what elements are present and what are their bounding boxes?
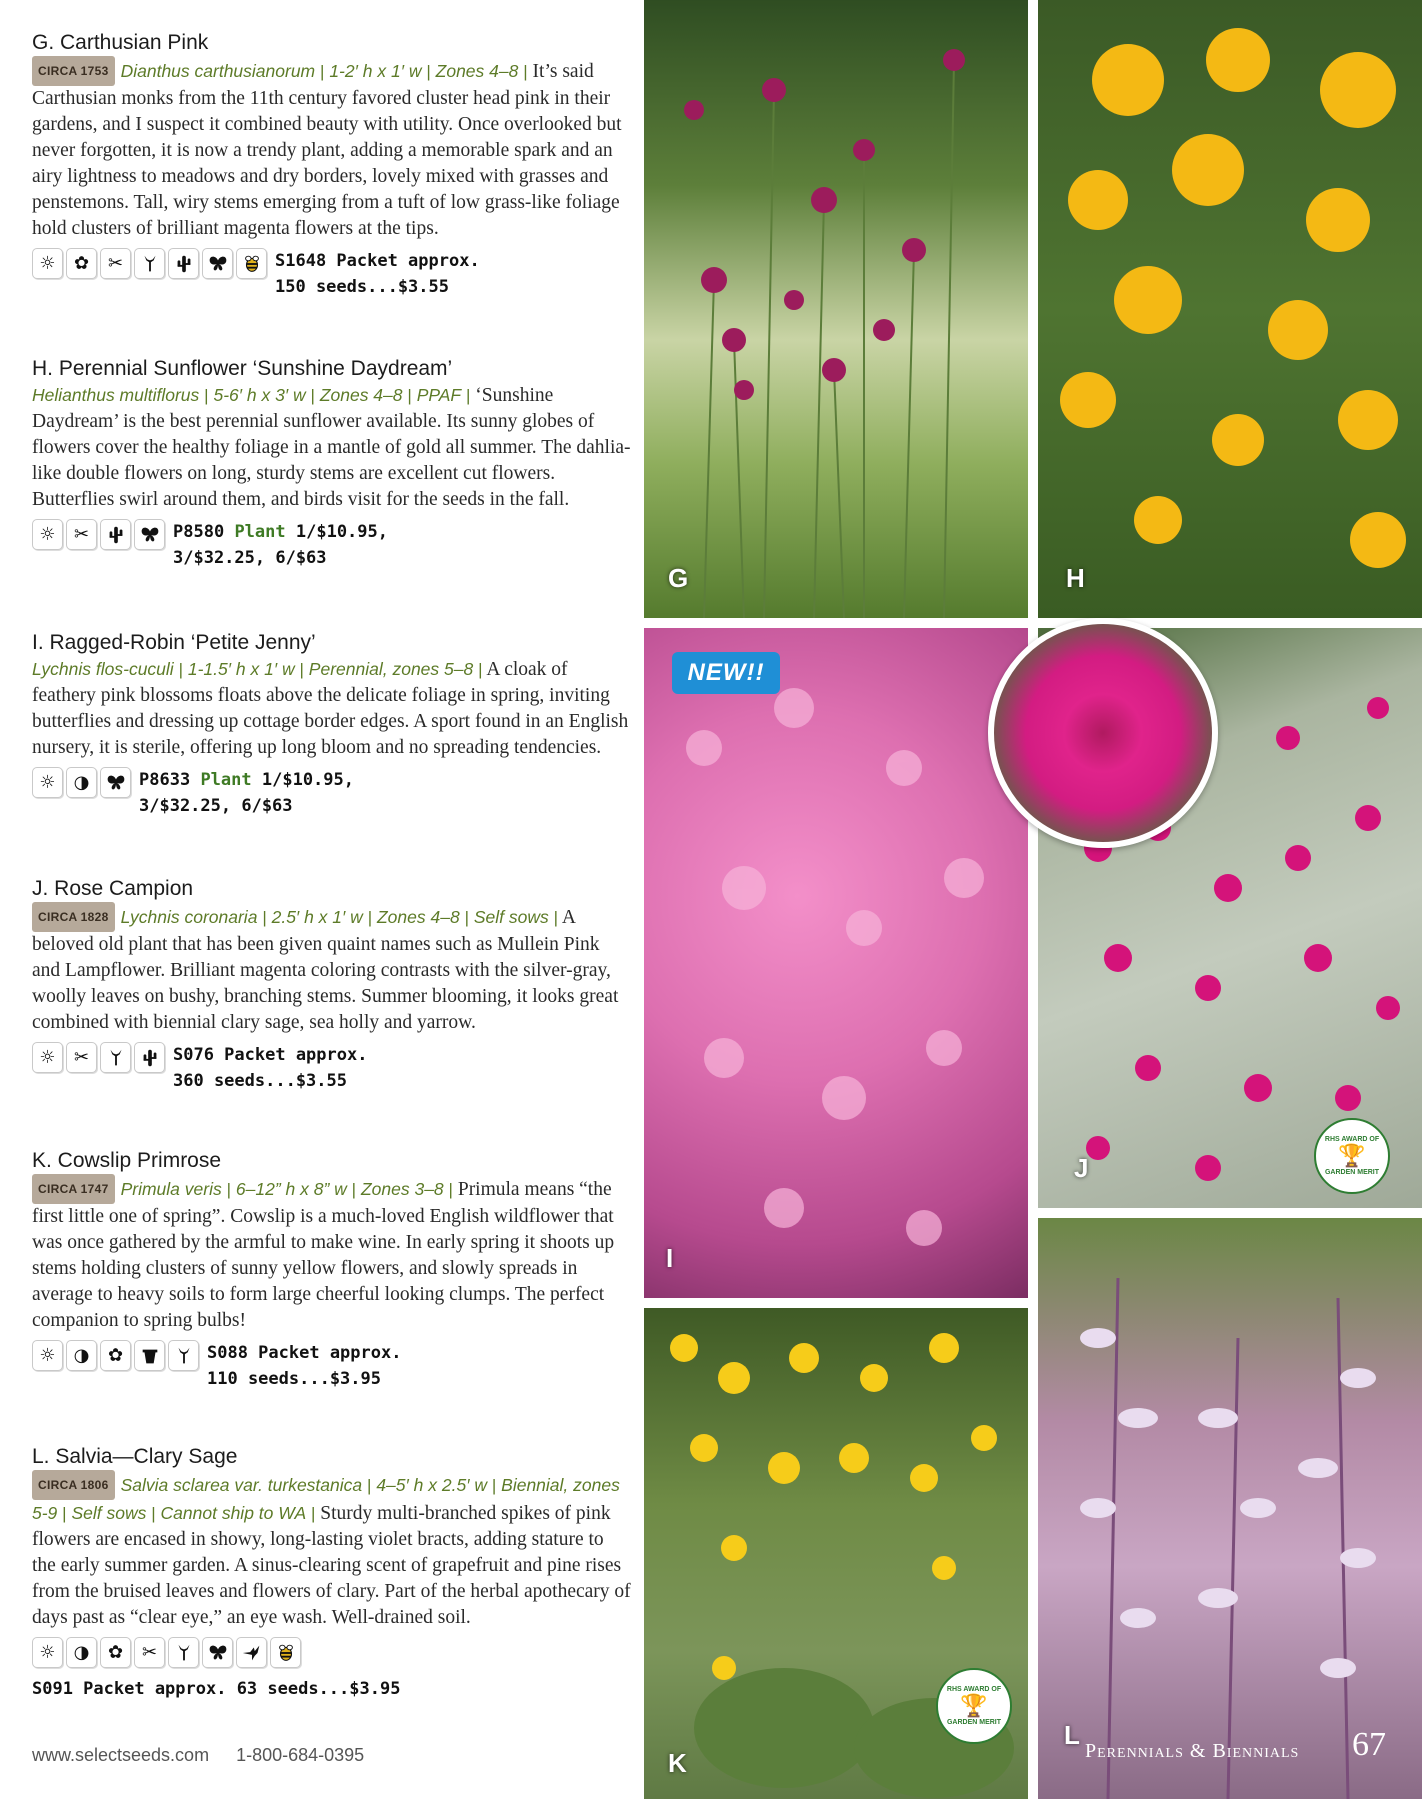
order-line: S088 Packet approx. — [207, 1343, 402, 1363]
scientific-name: Helianthus multiflorus — [32, 385, 200, 405]
photo-label: L — [1064, 1720, 1080, 1750]
entry-description: CIRCA 1828 Lychnis coronaria | 2.5′ h x 1′ w | Zones 4–8 | Self sows | A beloved old plant that has been given quaint names such as Mullein Pink and Lampflower. Brilliant magenta coloring contrasts with the silver-gray, woolly leaves on bushy, branching stems. Summer blooming, it looks great combined with biennial clary sage, sea holly and yarrow. — [32, 902, 632, 1036]
entry-clary-sage — [32, 1444, 632, 1702]
icon-row — [32, 248, 632, 300]
photo-label: H — [1066, 563, 1085, 593]
flower-icon: ✿ — [66, 248, 97, 279]
flower-icon: ✿ — [100, 1637, 131, 1668]
entry-perennial-sunflower — [32, 356, 632, 571]
attribute-icons — [32, 767, 131, 798]
butterfly-icon — [134, 519, 165, 550]
sun-icon: ☼ — [32, 519, 63, 550]
rhs-bottom-text: GARDEN MERIT — [1324, 1169, 1380, 1176]
description-text: Primula means “the first little one of spring”. Cowslip is a much-loved English wildflower that was once gathered by the armful to make wine. In early spring it shoots up stems holding clusters of sunny yellow flowers, and slowly spreads in average to heavy soils to form large cheerful looking clumps. The perfect companion to spring bulbs! — [32, 1179, 615, 1331]
spec: Self sows — [473, 907, 549, 927]
order-line: S091 Packet approx. 63 seeds...$3.95 — [32, 1679, 401, 1699]
attribute-icons — [32, 248, 267, 279]
butterfly-icon — [202, 1637, 233, 1668]
scientific-name: Lychnis coronaria — [120, 907, 258, 927]
icon-row — [32, 519, 632, 571]
order-line: S076 Packet approx. — [173, 1045, 368, 1065]
scientific-name: Lychnis flos-cuculi — [32, 659, 174, 679]
entry-cowslip-primrose — [32, 1148, 632, 1392]
photo-clary-sage — [1038, 1218, 1422, 1799]
description-text: Sturdy multi-branched spikes of pink flowers are encased in showy, long-lasting violet bracts, adding stature to the early summer garden. A sinus-clearing scent of grapefruit and pine rises from the bruised leaves and flowers of clary. Part of the herbal apothecary of days past as “clear eye,” an eye wash. Well-drained soil. — [32, 1503, 631, 1628]
order-info — [139, 767, 354, 819]
photo-perennial-sunflower — [1038, 0, 1422, 618]
new-badge: NEW!! — [672, 652, 780, 694]
bee-icon — [236, 248, 267, 279]
order-info — [207, 1340, 401, 1392]
entry-description: CIRCA 1753 Dianthus carthusianorum | 1-2′ h x 1′ w | Zones 4–8 | It’s said Carthusian monks from the 11th century favored cluster head pink in their gardens, and I suspect it combined beauty with utility. Once overlooked but never forgotten, it is now a trendy plant, adding a memorable spark and an airy lightness to meadows and dry borders, lovely mixed with grasses and penstemons. Tall, wiry stems emerging from a tuft of low grass-like foliage hold clusters of brilliant magenta flowers at the tips. — [32, 56, 632, 242]
spec: Zones 4–8 — [319, 385, 403, 405]
inset-flower-closeup — [988, 618, 1218, 848]
photo-label: J — [1074, 1153, 1089, 1183]
attribute-icons — [32, 1637, 301, 1668]
photo-carthusian-pink — [644, 0, 1028, 618]
scissors-icon: ✂ — [66, 1042, 97, 1073]
website-link[interactable]: www.selectseeds.com — [32, 1745, 210, 1765]
circa-badge: CIRCA 1753 — [32, 56, 115, 86]
entry-description: CIRCA 1806 Salvia sclarea var. turkestanica | 4–5′ h x 2.5′ w | Biennial, zones 5-9 | Self sows | Cannot ship to WA | Sturdy multi-branched spikes of pink flowers are encased in showy, long-lasting violet bracts, adding stature to the early summer garden. A sinus-clearing scent of grapefruit and pine rises from the bruised leaves and flowers of clary. Part of the herbal apothecary of days past as “clear eye,” an eye wash. Well-drained soil. — [32, 1470, 632, 1631]
circa-badge: CIRCA 1806 — [32, 1470, 115, 1500]
trophy-icon: 🏆 — [1338, 1143, 1366, 1168]
phone-number: 1-800-684-0395 — [236, 1745, 365, 1765]
spec: Perennial, zones 5–8 — [308, 659, 474, 679]
spec: Zones 4–8 — [376, 907, 460, 927]
order-line: S1648 Packet approx. — [275, 251, 480, 271]
spec: Zones 3–8 — [360, 1179, 444, 1199]
order-code: P8580 — [173, 522, 225, 542]
photo-ragged-robin — [644, 628, 1028, 1298]
entry-description: CIRCA 1747 Primula veris | 6–12” h x 8” w | Zones 3–8 | Primula means “the first little one of spring”. Cowslip is a much-loved English wildflower that was once gathered by the armful to make wine. In early spring it shoots up stems holding clusters of sunny yellow flowers, and slowly spreads in average to heavy soils to form large cheerful looking clumps. The perfect companion to spring bulbs! — [32, 1174, 632, 1334]
spec: Zones 4–8 — [435, 61, 519, 81]
order-line: 3/$32.25, 6/$63 — [173, 548, 327, 568]
scientific-name: Primula veris — [120, 1179, 222, 1199]
description-text: A beloved old plant that has been given quaint names such as Mullein Pink and Lampflower. Brilliant magenta coloring contrasts with the silver-gray, woolly leaves on bushy, branching stems. Summer blooming, it looks great combined with biennial clary sage, sea holly and yarrow. — [32, 907, 619, 1033]
spec: 2.5′ h x 1′ w — [271, 907, 363, 927]
entry-description: Helianthus multiflorus | 5-6′ h x 3′ w | Zones 4–8 | PPAF | ‘Sunshine Daydream’ is the best perennial sunflower available. Its sunny globes of flowers cover the healthy foliage in a mantle of gold all summer. The dahlia-like double flowers on long, sturdy stems are excellent cut flowers. Butterflies swirl around them, and birds visit for the seeds in the fall. — [32, 385, 631, 510]
entry-title: K. Cowslip Primrose — [32, 1149, 222, 1172]
scissors-icon: ✂ — [134, 1637, 165, 1668]
spec: 1-2′ h x 1′ w — [329, 61, 422, 81]
photo-cowslip-primrose — [644, 1308, 1028, 1799]
rhs-top-text: RHS AWARD OF — [1324, 1136, 1380, 1143]
hummingbird-icon — [236, 1637, 267, 1668]
scissors-icon: ✂ — [66, 519, 97, 550]
bee-icon — [270, 1637, 301, 1668]
trophy-icon: 🏆 — [960, 1693, 988, 1718]
attribute-icons — [32, 1042, 165, 1073]
scissors-icon: ✂ — [100, 248, 131, 279]
icon-row — [32, 1340, 632, 1392]
spec: Biennial, zones 5-9 — [32, 1475, 620, 1523]
cactus-icon — [168, 248, 199, 279]
half-shade-icon: ◑ — [66, 1340, 97, 1371]
scientific-name: Dianthus carthusianorum — [120, 61, 316, 81]
spec: 1-1.5′ h x 1′ w — [187, 659, 295, 679]
spec: 6–12” h x 8” w — [235, 1179, 347, 1199]
cactus-icon — [100, 519, 131, 550]
photo-label: G — [668, 563, 689, 593]
sun-icon: ☼ — [32, 1340, 63, 1371]
deer-icon — [100, 1042, 131, 1073]
spec: 5-6′ h x 3′ w — [213, 385, 306, 405]
sun-icon: ☼ — [32, 1637, 63, 1668]
photo-label: K — [668, 1748, 687, 1778]
deer-icon — [134, 248, 165, 279]
page-number: 67 — [1352, 1726, 1386, 1763]
entry-title: J. Rose Campion — [32, 877, 194, 900]
cactus-icon — [134, 1042, 165, 1073]
sun-icon: ☼ — [32, 767, 63, 798]
deer-icon — [168, 1637, 199, 1668]
spec: PPAF — [416, 385, 462, 405]
entry-carthusian-pink — [32, 30, 632, 300]
rhs-bottom-text: GARDEN MERIT — [946, 1719, 1002, 1726]
order-price: 1/$10.95, — [261, 770, 354, 790]
deer-icon — [168, 1340, 199, 1371]
order-line: 150 seeds...$3.55 — [275, 277, 449, 297]
entry-title: L. Salvia—Clary Sage — [32, 1445, 238, 1468]
rhs-award-badge — [936, 1668, 1012, 1744]
section-title: Perennials & Biennials — [1085, 1740, 1300, 1762]
spec: 4–5′ h x 2.5′ w — [376, 1475, 487, 1495]
half-shade-icon: ◑ — [66, 1637, 97, 1668]
butterfly-icon — [100, 767, 131, 798]
order-line: 3/$32.25, 6/$63 — [139, 796, 293, 816]
order-line: 360 seeds...$3.55 — [173, 1071, 347, 1091]
order-type: Plant — [234, 522, 286, 542]
description-text: It’s said Carthusian monks from the 11th century favored cluster head pink in their gardens, and I suspect it combined beauty with utility. Once overlooked but never forgotten, it is now a trendy plant, adding a memorable spark and an airy lightness to meadows and dry borders, lovely mixed with grasses and penstemons. Tall, wiry stems emerging from a tuft of low grass-like foliage hold clusters of brilliant magenta flowers at the tips. — [32, 61, 622, 239]
sun-icon: ☼ — [32, 248, 63, 279]
attribute-icons — [32, 1340, 199, 1371]
attribute-icons — [32, 519, 165, 550]
entry-description: Lychnis flos-cuculi | 1-1.5′ h x 1′ w | Perennial, zones 5–8 | A cloak of feathery pink blossoms floats above the delicate foliage in spring, inviting butterflies and dressing up cottage border edges. A sport found in an English nursery, it is sterile, offering up long bloom and no spreading tendencies. — [32, 659, 629, 758]
order-info — [173, 1042, 367, 1094]
order-price: 1/$10.95, — [295, 522, 388, 542]
sun-icon: ☼ — [32, 1042, 63, 1073]
description-text: ‘Sunshine Daydream’ is the best perennial sunflower available. Its sunny globes of flowers cover the healthy foliage in a mantle of gold all summer. The dahlia-like double flowers on long, sturdy stems are excellent cut flowers. Butterflies swirl around them, and birds visit for the seeds in the fall. — [32, 385, 631, 510]
icon-row — [32, 1042, 632, 1094]
scientific-name: Salvia sclarea var. turkestanica — [120, 1475, 363, 1495]
butterfly-icon — [202, 248, 233, 279]
rhs-top-text: RHS AWARD OF — [946, 1686, 1002, 1693]
icon-row — [32, 767, 632, 819]
order-info — [275, 248, 480, 300]
flower-icon: ✿ — [100, 1340, 131, 1371]
order-line: 110 seeds...$3.95 — [207, 1369, 381, 1389]
entry-title: I. Ragged-Robin ‘Petite Jenny’ — [32, 631, 316, 654]
photo-label: I — [666, 1243, 674, 1273]
rhs-award-badge — [1314, 1118, 1390, 1194]
order-code: P8633 — [139, 770, 191, 790]
order-info — [173, 519, 388, 571]
description-text: A cloak of feathery pink blossoms floats above the delicate foliage in spring, inviting butterflies and dressing up cottage border edges. A sport found in an English nursery, it is sterile, offering up long bloom and no spreading tendencies. — [32, 659, 629, 758]
entry-title: G. Carthusian Pink — [32, 31, 209, 54]
order-type: Plant — [200, 770, 252, 790]
pot-icon — [134, 1340, 165, 1371]
entry-ragged-robin — [32, 630, 632, 819]
entry-title: H. Perennial Sunflower ‘Sunshine Daydream’ — [32, 357, 453, 380]
circa-badge: CIRCA 1747 — [32, 1174, 115, 1204]
circa-badge: CIRCA 1828 — [32, 902, 115, 932]
entry-rose-campion — [32, 876, 632, 1094]
icon-row — [32, 1637, 632, 1668]
footer — [32, 1745, 364, 1766]
spec: Self sows — [71, 1503, 147, 1523]
spec: Cannot ship to WA — [160, 1503, 307, 1523]
half-shade-icon: ◑ — [66, 767, 97, 798]
